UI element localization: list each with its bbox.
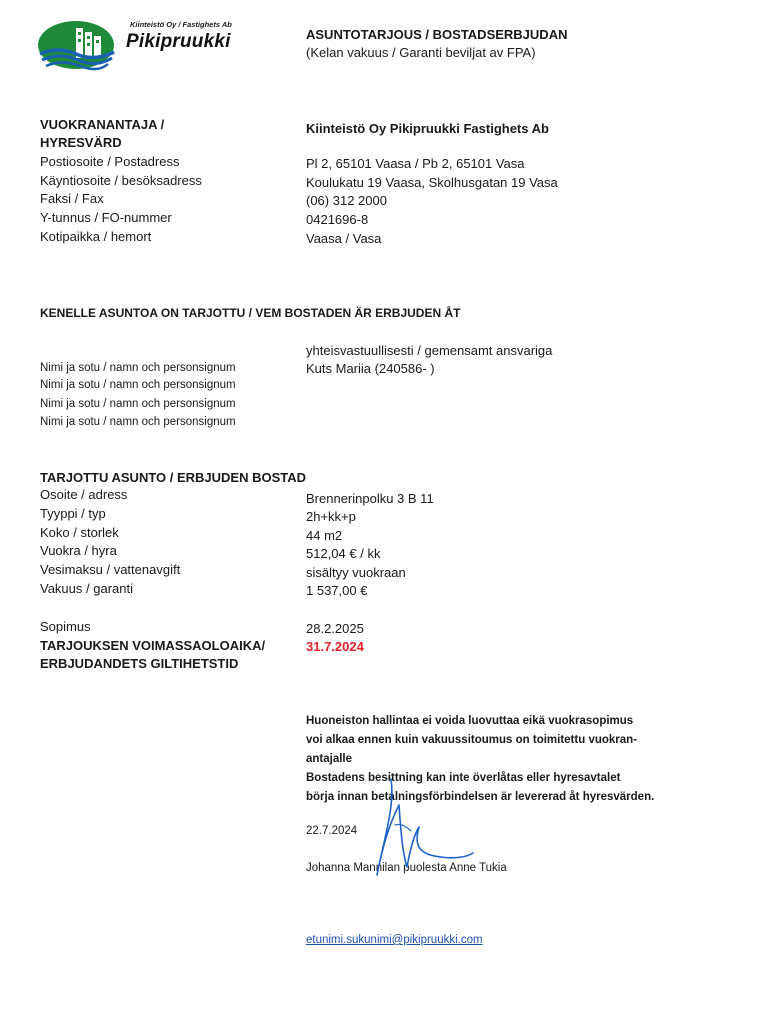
- validity-label-line1: TARJOUKSEN VOIMASSAOLOAIKA/: [40, 638, 266, 653]
- apartment-value-size: 44 m2: [306, 528, 343, 543]
- notice-sv-line1: Bostadens besittning kan inte överlåtas eller hyresavtalet: [306, 772, 621, 784]
- validity-label-line2: ERBJUDANDETS GILTIHETSTID: [40, 656, 239, 671]
- notice-sv-line2: börja innan betalningsförbindelsen är levererad åt hyresvärden.: [306, 791, 655, 803]
- document-title: ASUNTOTARJOUS / BOSTADSERBJUDAN: [306, 27, 568, 42]
- notice-fi-line2: voi alkaa ennen kuin vakuussitoumus on toimitettu vuokran-: [306, 734, 638, 746]
- recipient-value-1: Kuts Mariia (240586- ): [306, 361, 435, 376]
- landlord-value-postal: Pl 2, 65101 Vaasa / Pb 2, 65101 Vasa: [306, 156, 525, 171]
- apartment-label-water: Vesimaksu / vattenavgift: [40, 562, 181, 577]
- recipient-label-3: Nimi ja sotu / namn och personsignum: [40, 398, 236, 410]
- landlord-value-fax: (06) 312 2000: [306, 193, 387, 208]
- apartment-value-rent: 512,04 € / kk: [306, 546, 381, 561]
- apartment-label-size: Koko / storlek: [40, 525, 119, 540]
- apartment-value-deposit: 1 537,00 €: [306, 583, 368, 598]
- signoff-signer: Johanna Mannilan puolesta Anne Tukia: [306, 862, 507, 874]
- building-wave-logo-icon: [36, 18, 122, 72]
- apartment-value-water: sisältyy vuokraan: [306, 565, 406, 580]
- landlord-heading-line1: VUOKRANANTAJA /: [40, 117, 165, 132]
- recipients-joint-note: yhteisvastuullisesti / gemensamt ansvariga: [306, 343, 553, 358]
- logo-company-subtitle: Kiinteistö Oy / Fastighets Ab: [130, 20, 232, 29]
- apartment-heading: TARJOTTU ASUNTO / ERBJUDEN BOSTAD: [40, 470, 307, 485]
- apartment-label-address: Osoite / adress: [40, 487, 128, 502]
- landlord-label-visit: Käyntiosoite / besöksadress: [40, 173, 202, 188]
- recipient-label-2: Nimi ja sotu / namn och personsignum: [40, 379, 236, 391]
- apartment-value-address: Brennerinpolku 3 B 11: [306, 491, 434, 506]
- apartment-label-rent: Vuokra / hyra: [40, 543, 117, 558]
- landlord-value-businessid: 0421696-8: [306, 212, 369, 227]
- landlord-value-domicile: Vaasa / Vasa: [306, 231, 382, 246]
- landlord-name: Kiinteistö Oy Pikipruukki Fastighets Ab: [306, 121, 549, 136]
- recipient-label-4: Nimi ja sotu / namn och personsignum: [40, 416, 236, 428]
- document-subtitle: (Kelan vakuus / Garanti beviljat av FPA): [306, 45, 536, 60]
- contact-email-link[interactable]: etunimi.sukunimi@pikipruukki.com: [306, 934, 483, 946]
- company-logo: [36, 18, 256, 72]
- landlord-label-domicile: Kotipaikka / hemort: [40, 229, 152, 244]
- handwritten-signature: [355, 775, 485, 890]
- signoff-date: 22.7.2024: [306, 825, 358, 837]
- contract-label: Sopimus: [40, 619, 91, 634]
- landlord-value-visit: Koulukatu 19 Vaasa, Skolhusgatan 19 Vasa: [306, 175, 558, 190]
- recipients-heading: KENELLE ASUNTOA ON TARJOTTU / VEM BOSTADEN ÄR ERBJUDEN ÅT: [40, 306, 461, 320]
- apartment-label-deposit: Vakuus / garanti: [40, 581, 133, 596]
- apartment-label-type: Tyyppi / typ: [40, 506, 106, 521]
- logo-brand-name: Pikipruukki: [126, 31, 231, 52]
- contract-value: 28.2.2025: [306, 621, 364, 636]
- apartment-value-type: 2h+kk+p: [306, 509, 356, 524]
- landlord-label-postal: Postiosoite / Postadress: [40, 154, 180, 169]
- landlord-heading-line2: HYRESVÄRD: [40, 135, 122, 150]
- landlord-label-fax: Faksi / Fax: [40, 191, 104, 206]
- validity-value: 31.7.2024: [306, 639, 364, 654]
- notice-fi-line3: antajalle: [306, 753, 353, 765]
- notice-fi-line1: Huoneiston hallintaa ei voida luovuttaa eikä vuokrasopimus: [306, 715, 634, 727]
- recipient-label-1: Nimi ja sotu / namn och personsignum: [40, 362, 236, 374]
- landlord-label-businessid: Y-tunnus / FO-nummer: [40, 210, 172, 225]
